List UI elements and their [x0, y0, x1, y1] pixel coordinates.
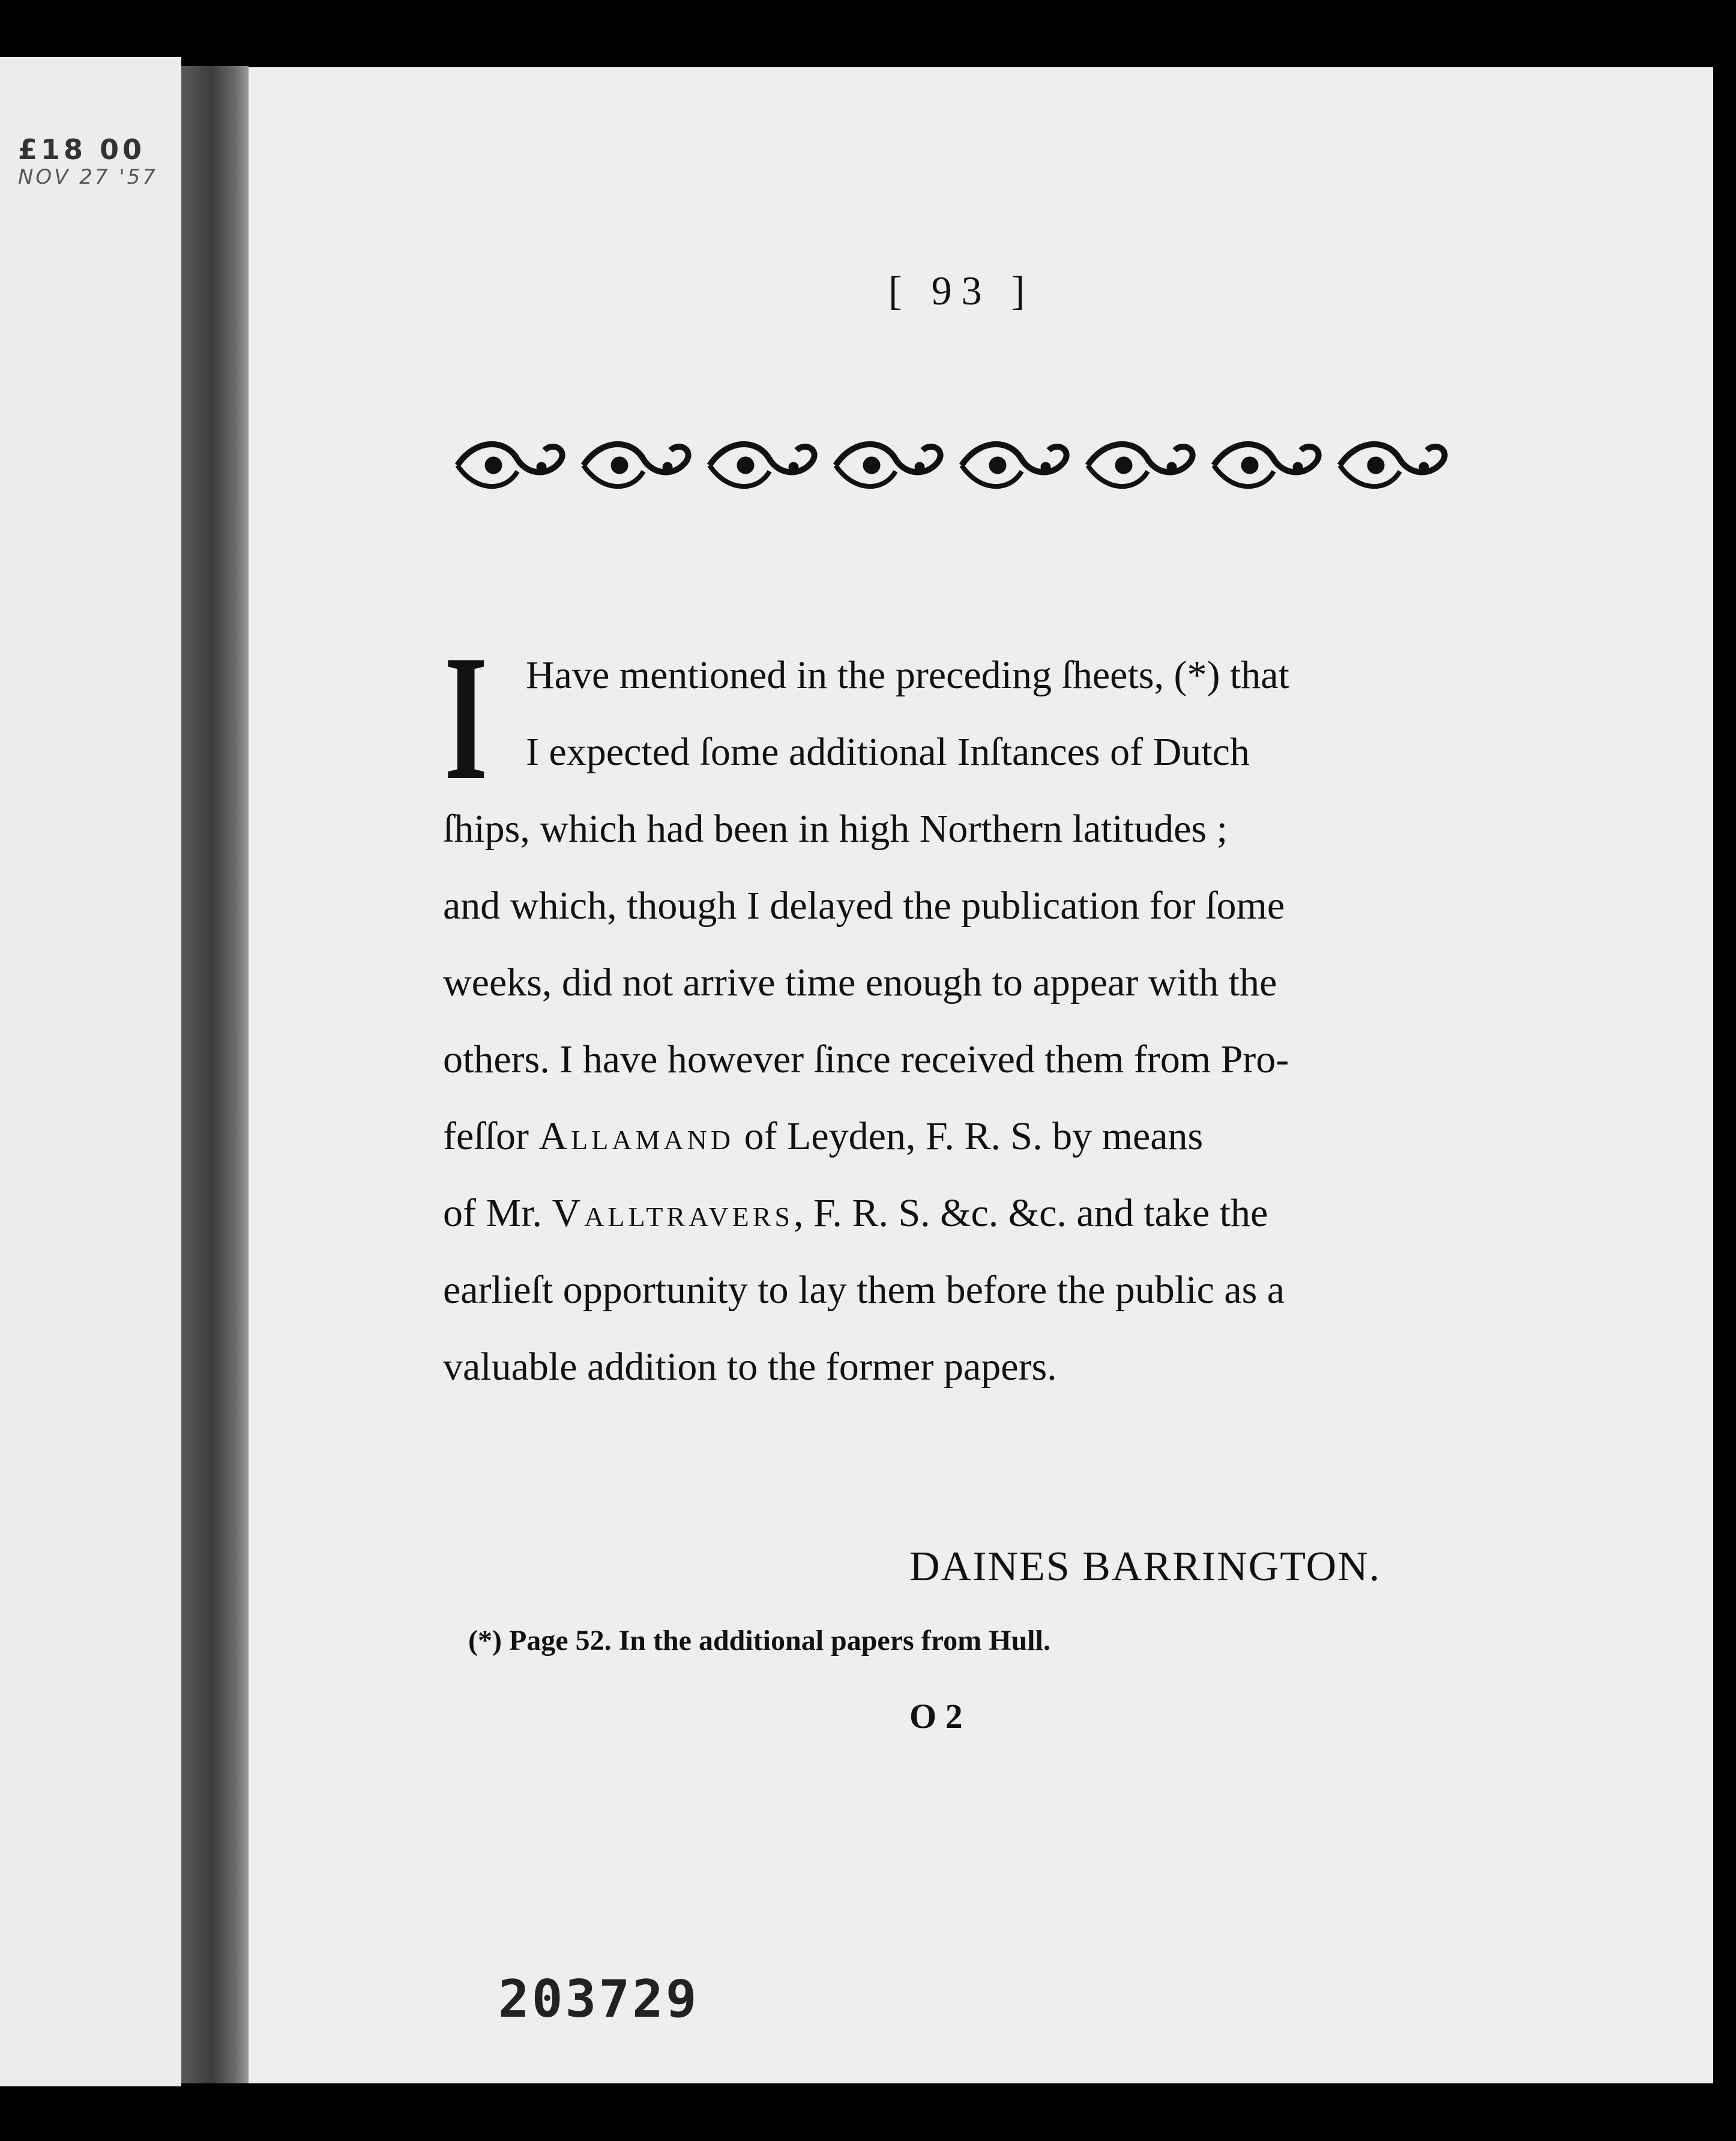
text-line-7	[443, 1113, 1203, 1161]
decorative-ornament-band	[451, 432, 1472, 498]
page-number: [ 93 ]	[888, 268, 1035, 313]
text-line-8-end: , F. R. S. &c. &c. and take the	[794, 1191, 1268, 1235]
text-line-8-start: of Mr.	[443, 1191, 552, 1235]
library-stamp-number: 203729	[498, 1969, 699, 2029]
name-valltravers: Valltravers	[552, 1191, 794, 1235]
text-line-4: and which, though I delayed the publication for ſome	[443, 884, 1285, 928]
text-line-5: weeks, did not arrive time enough to appear with the	[443, 961, 1277, 1004]
left-leaf	[0, 57, 181, 2086]
name-allamand: Allamand	[538, 1114, 735, 1158]
accession-stamp	[18, 57, 186, 189]
text-line-7-start: feſſor	[443, 1114, 539, 1158]
footnote: (*) Page 52. In the additional papers from Hull.	[468, 1625, 1050, 1656]
drop-cap: I	[444, 618, 488, 817]
text-line-8	[443, 1189, 1268, 1237]
text-line-9: earlieſt opportunity to lay them before the public as a	[443, 1268, 1285, 1312]
stamp-date: NOV 27 '57	[18, 165, 158, 189]
stamp-price: £18 00	[18, 133, 146, 166]
text-line-3: ſhips, which had been in high Northern latitudes ;	[443, 807, 1228, 851]
text-line-1: Have mentioned in the preceding ſheets, (*) that	[526, 653, 1289, 697]
printer-signature-mark: O 2	[909, 1697, 963, 1736]
ornament-motif	[457, 444, 562, 486]
text-line-10: valuable addition to the former papers.	[443, 1345, 1057, 1389]
text-line-6: others. I have however ſince received them from Pro-	[443, 1037, 1289, 1081]
text-line-7-end: of Leyden, F. R. S. by means	[734, 1114, 1204, 1158]
book-spine	[181, 66, 249, 2083]
author-signature: DAINES BARRINGTON.	[909, 1544, 1381, 1590]
text-line-2: I expected ſome additional Inſtances of Dutch	[526, 730, 1250, 774]
